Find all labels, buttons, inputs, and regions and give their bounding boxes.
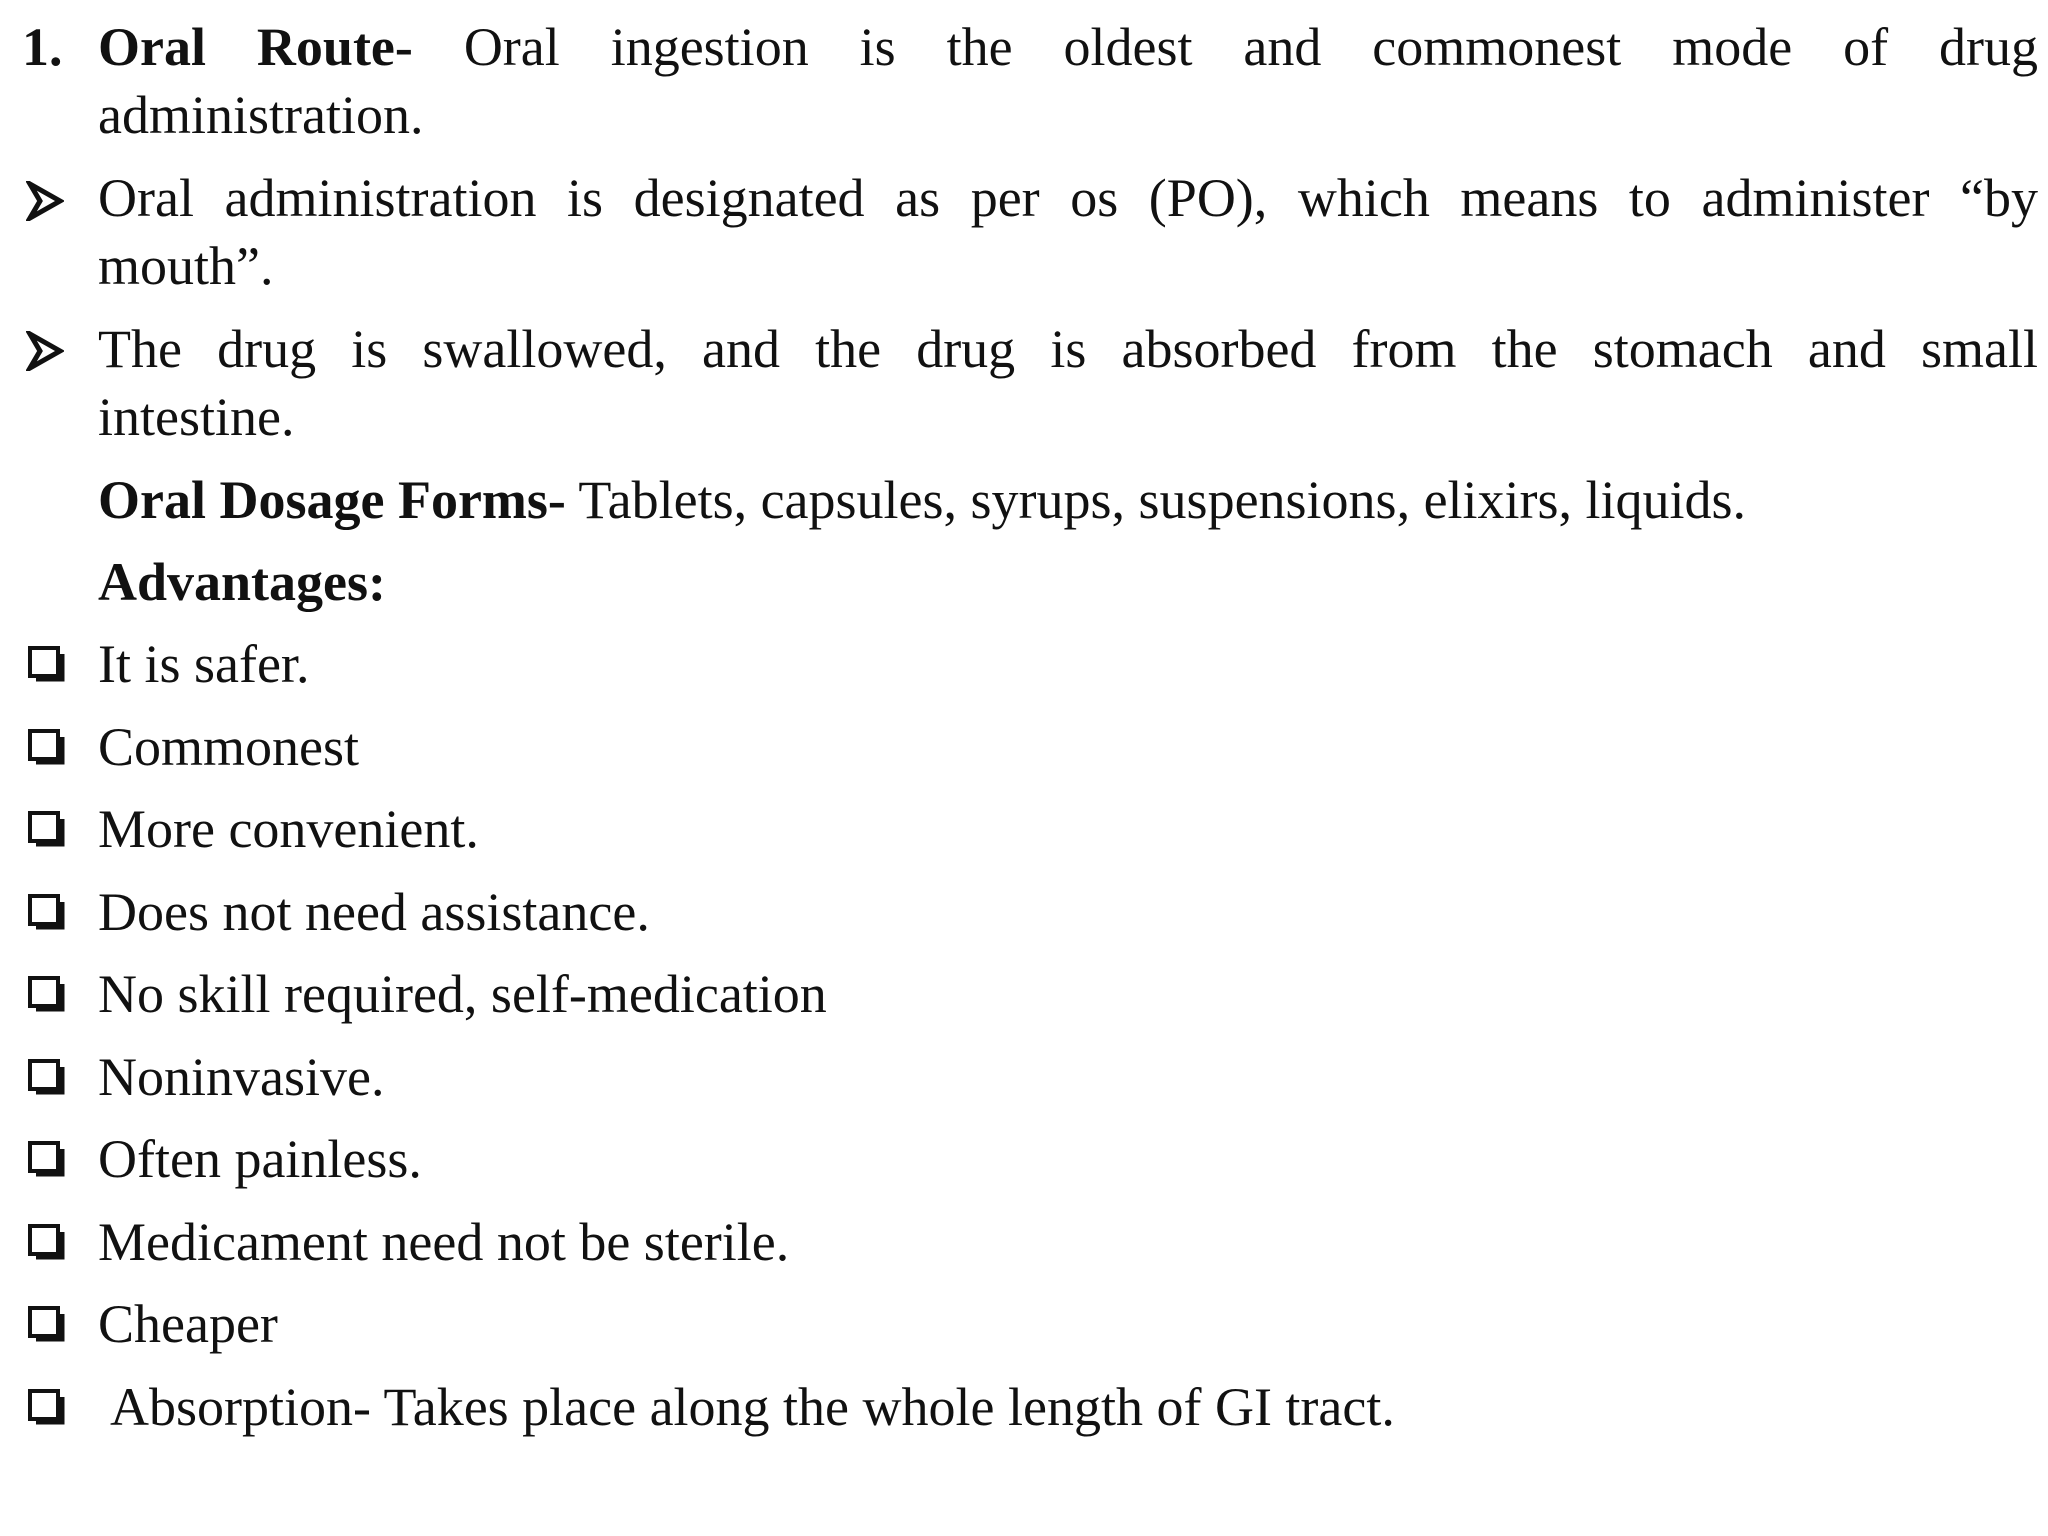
checkbox-icon	[26, 1139, 66, 1179]
advantage-text: It is safer.	[98, 634, 310, 694]
checkbox-icon	[26, 727, 66, 767]
dosage-forms-text: Tablets, capsules, syrups, suspensions, elixirs, liquids.	[565, 470, 1747, 530]
checkbox-icon	[26, 809, 66, 849]
point-2-line1	[98, 319, 2038, 379]
point-1-line1	[98, 168, 2038, 228]
section-heading-line	[98, 17, 2038, 77]
section-number: 1.	[22, 17, 63, 77]
checkbox-icon	[26, 1304, 66, 1344]
advantage-text: Noninvasive.	[98, 1047, 385, 1107]
advantage-text: Cheaper	[98, 1294, 278, 1354]
advantage-text: No skill required, self-medication	[98, 964, 827, 1024]
arrowhead-icon	[26, 181, 64, 221]
checkbox-icon	[26, 892, 66, 932]
advantage-text: Absorption- Takes place along the whole length of GI tract.	[110, 1377, 1395, 1437]
arrowhead-icon	[26, 331, 64, 371]
advantage-text: Often painless.	[98, 1129, 422, 1189]
advantages-heading: Advantages:	[98, 552, 387, 612]
checkbox-icon	[26, 1057, 66, 1097]
checkbox-icon	[26, 974, 66, 1014]
point-2-text: The drug is swallowed, and the drug is absorbed from the stomach and small	[98, 319, 2038, 379]
checkbox-icon	[26, 1222, 66, 1262]
section-title: Oral Route-	[98, 17, 413, 77]
advantage-text: Medicament need not be sterile.	[98, 1212, 790, 1272]
point-1-line2: mouth”.	[98, 236, 274, 296]
advantage-text: More convenient.	[98, 799, 479, 859]
advantage-text: Commonest	[98, 717, 360, 777]
section-intro-line2: administration.	[98, 85, 424, 145]
checkbox-icon	[26, 1387, 66, 1427]
checkbox-icon	[26, 644, 66, 684]
point-1-text: Oral administration is designated as per os (PO), which means to administer “by	[98, 168, 2038, 228]
dosage-forms-label: Oral Dosage Forms-	[98, 470, 566, 530]
dosage-forms-line	[98, 470, 1746, 530]
point-2-line2: intestine.	[98, 387, 295, 447]
section-intro-line1: Oral ingestion is the oldest and commonest mode of drug	[463, 17, 2039, 77]
advantage-text: Does not need assistance.	[98, 882, 650, 942]
